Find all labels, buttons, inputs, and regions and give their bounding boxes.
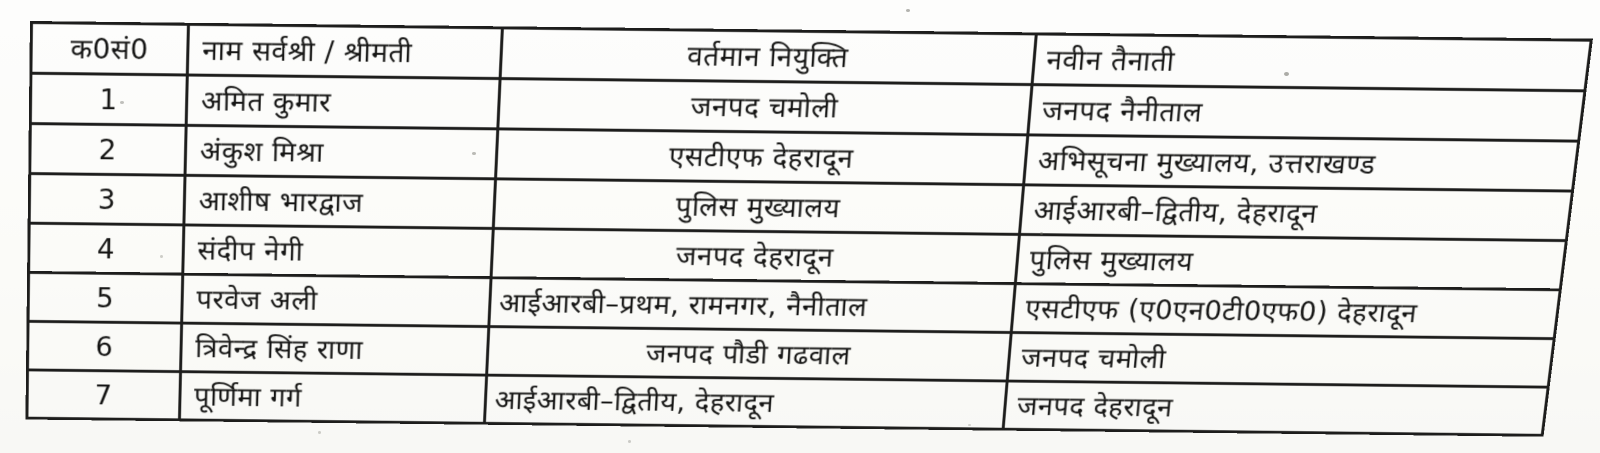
cell-current-posting: जनपद चमोली [498, 79, 1032, 135]
table-scan-warp [25, 21, 1589, 437]
column-header-serial: क0सं0 [31, 23, 189, 75]
cell-name: परवेज अली [182, 274, 491, 326]
cell-name: अमित कुमार [186, 75, 500, 129]
cell-current-posting: आईआरबी–द्वितीय, देहरादून [484, 375, 1007, 429]
cell-name: आशीष भारद्वाज [184, 175, 496, 228]
cell-serial: 1 [30, 73, 187, 125]
cell-new-posting: जनपद नैनीताल [1028, 85, 1585, 142]
cell-serial: 7 [27, 370, 181, 420]
cell-new-posting: पुलिस मुख्यालय [1015, 234, 1566, 289]
cell-current-posting: जनपद पौडी गढवाल [487, 327, 1012, 381]
cell-serial: 5 [28, 272, 183, 323]
cell-current-posting: जनपद देहरादून [491, 228, 1019, 283]
posting-transfer-table [25, 21, 1592, 437]
cell-new-posting: अभिसूचना मुख्यालय, उत्तराखण्ड [1024, 135, 1579, 191]
cell-current-posting: एसटीएफ देहरादून [496, 129, 1028, 185]
cell-serial: 6 [28, 321, 182, 371]
column-header-name: नाम सर्वश्री / श्रीमती [187, 24, 502, 78]
cell-serial: 4 [29, 223, 184, 274]
cell-serial: 3 [29, 174, 185, 225]
cell-new-posting: जनपद देहरादून [1003, 381, 1548, 435]
cell-new-posting: जनपद चमोली [1007, 332, 1554, 387]
column-header-current-posting: वर्तमान नियुक्ति [500, 28, 1036, 85]
cell-name: संदीप नेगी [183, 225, 494, 278]
cell-current-posting: पुलिस मुख्यालय [493, 179, 1023, 235]
cell-name: पूर्णिमा गर्ग [179, 372, 486, 424]
cell-new-posting: आईआरबी–द्वितीय, देहरादून [1019, 185, 1572, 241]
table-body [27, 73, 1585, 435]
cell-name: अंकुश मिश्रा [185, 125, 498, 178]
cell-name: त्रिवेन्द्र सिंह राणा [181, 323, 489, 375]
cell-serial: 2 [30, 124, 186, 176]
cell-current-posting: आईआरबी–प्रथम, रामनगर, नैनीताल [489, 278, 1016, 333]
cell-new-posting: एसटीएफ (ए0एन0टी0एफ0) देहरादून [1011, 284, 1560, 339]
column-header-new-posting: नवीन तैनाती [1032, 34, 1591, 91]
